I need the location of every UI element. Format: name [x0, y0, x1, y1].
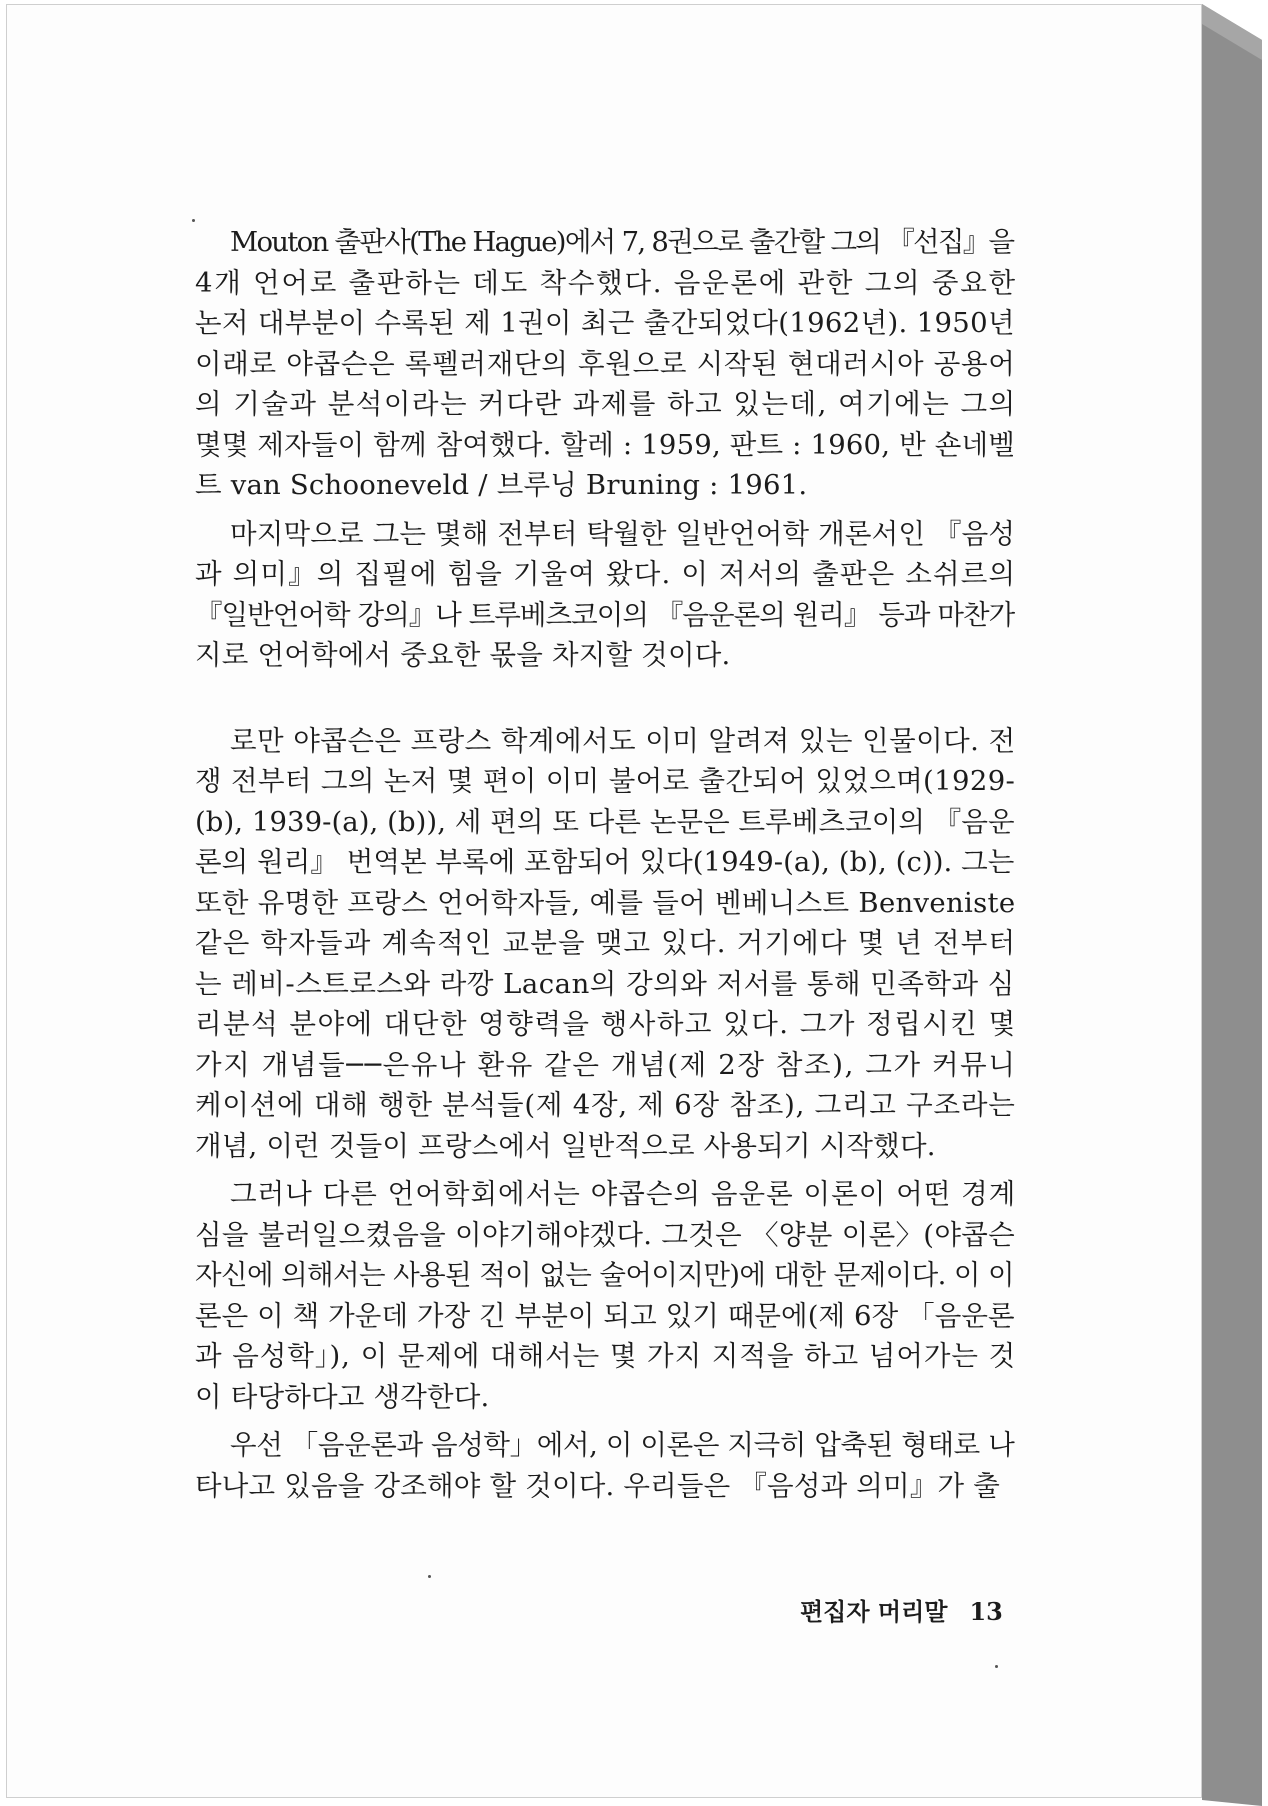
text-line: 론은 이 책 가운데 가장 긴 부분이 되고 있기 때문에(제 6장 「음운론 — [195, 1299, 1015, 1332]
text-line: 4개 언어로 출판하는 데도 착수했다. 음운론에 관한 그의 중요한 — [195, 266, 1017, 299]
text-line: 지로 언어학에서 중요한 몫을 차지할 것이다. — [195, 639, 731, 671]
text-line: 그러나 다른 언어학회에서는 야콥슨의 음운론 이론이 어떤 경계 — [230, 1178, 1017, 1210]
paragraph-2 — [195, 514, 1015, 676]
text-line: 는 레비-스트로스와 라깡 Lacan의 강의와 저서를 통해 민족학과 심 — [195, 967, 1015, 1000]
text-line: 로만 야콥슨은 프랑스 학계에서도 이미 알려져 있는 인물이다. 전 — [230, 724, 1016, 757]
text-line: 의 기술과 분석이라는 커다란 과제를 하고 있는데, 여기에는 그의 — [195, 388, 1017, 420]
text-line: 케이션에 대해 행한 분석들(제 4장, 제 6장 참조), 그리고 구조라는 — [195, 1089, 1016, 1121]
text-line: 논저 대부분이 수록된 제 1권이 최근 출간되었다(1962년). 1950년 — [195, 307, 1015, 339]
text-line: Mouton 출판사(The Hague)에서 7, 8권으로 출간할 그의 『선집』을 — [230, 226, 1014, 258]
text-line: 타나고 있음을 강조해야 할 것이다. 우리들은 『음성과 의미』가 출 — [195, 1469, 1000, 1502]
paragraph-1 — [195, 222, 1015, 506]
running-head — [800, 1592, 1003, 1627]
text-line: 심을 불러일으켰음을 이야기해야겠다. 그것은 〈양분 이론〉(야콥슨 — [195, 1218, 1015, 1251]
body-text — [195, 222, 1015, 1506]
running-head-title: 편집자 머리말 — [800, 1597, 948, 1626]
text-line: 과 의미』의 집필에 힘을 기울여 왔다. 이 저서의 출판은 소쉬르의 — [195, 558, 1017, 590]
paragraph-5 — [195, 1425, 1015, 1506]
text-line: 『일반언어학 강의』나 트루베츠코이의 『음운론의 원리』 등과 마찬가 — [195, 598, 1015, 631]
text-line: 트 van Schooneveld / 브루닝 Bruning : 1961. — [195, 469, 808, 501]
scan-speck — [428, 1575, 431, 1578]
text-line: 같은 학자들과 계속적인 교분을 맺고 있다. 거기에다 몇 년 전부터 — [195, 927, 1017, 959]
text-line: 리분석 분야에 대단한 영향력을 행사하고 있다. 그가 정립시킨 몇 — [195, 1008, 1017, 1040]
text-line: 과 음성학」), 이 문제에 대해서는 몇 가지 지적을 하고 넘어가는 것 — [195, 1340, 1017, 1372]
paragraph-3 — [195, 721, 1015, 1167]
text-line: 우선 「음운론과 음성학」에서, 이 이론은 지극히 압축된 형태로 나 — [230, 1429, 1015, 1461]
text-line: 쟁 전부터 그의 논저 몇 편이 이미 불어로 출간되어 있었으며(1929- — [195, 765, 1016, 797]
text-line: 이래로 야콥슨은 록펠러재단의 후원으로 시작된 현대러시아 공용어 — [195, 347, 1016, 380]
text-line: 또한 유명한 프랑스 언어학자들, 예를 들어 벤베니스트 Benveniste — [195, 886, 1016, 919]
scan-speck — [995, 1665, 998, 1668]
text-line: (b), 1939-(a), (b)), 세 편의 또 다른 논문은 트루베츠코이의 『음운 — [195, 805, 1015, 838]
text-line: 몇몇 제자들이 함께 참여했다. 할레 : 1959, 판트 : 1960, 반 숀네벨 — [195, 428, 1015, 461]
text-line: 가지 개념들──은유나 환유 같은 개념(제 2장 참조), 그가 커뮤니 — [195, 1048, 1017, 1081]
text-line: 자신에 의해서는 사용된 적이 없는 술어이지만)에 대한 문제이다. 이 이 — [195, 1259, 1014, 1291]
text-line: 마지막으로 그는 몇해 전부터 탁월한 일반언어학 개론서인 『음성 — [230, 517, 1016, 550]
paragraph-4 — [195, 1174, 1015, 1417]
text-line: 론의 원리』 번역본 부록에 포함되어 있다(1949-(a), (b), (c)). 그는 — [195, 846, 1015, 878]
text-line: 이 타당하다고 생각한다. — [195, 1380, 490, 1413]
page-number: 13 — [969, 1597, 1003, 1626]
text-line: 개념, 이런 것들이 프랑스에서 일반적으로 사용되기 시작했다. — [195, 1129, 936, 1162]
